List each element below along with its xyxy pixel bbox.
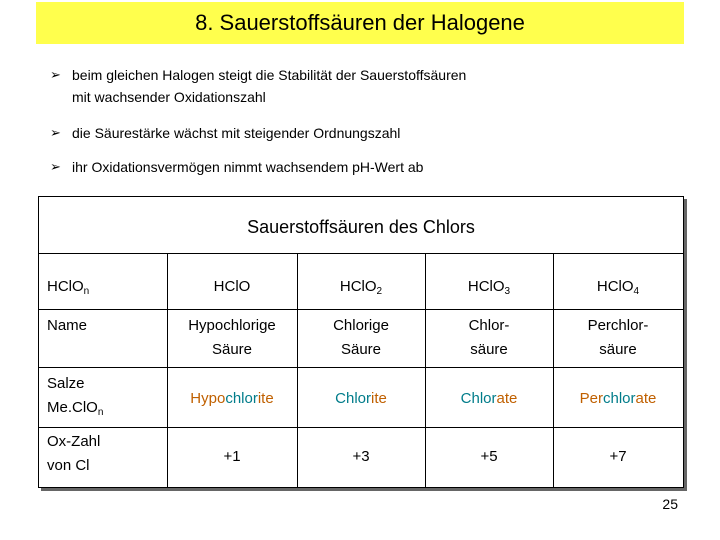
salt-cell: Hypochlorite [190, 390, 274, 407]
salt-cell: Chlorite [335, 390, 387, 407]
ox-cell: +7 [609, 448, 627, 465]
slide-title-bar [36, 2, 684, 44]
arrow-bullet-icon: ➢ [50, 67, 61, 82]
header-cell: HClO$_4$ [596, 278, 640, 297]
slide-title: 8. Sauerstoffsäuren der Halogene [195, 10, 525, 35]
salt-cell: Perchlorate [579, 390, 657, 407]
table-title: Sauerstoffsäuren des Chlors [247, 217, 475, 237]
row-label-salts: Salze Me.ClO$_n$ [47, 375, 104, 418]
name-cell: Chlor- säure [468, 317, 510, 358]
acid-table [38, 196, 684, 488]
bullet-text-line: mit wachsender Oxidationszahl [72, 89, 266, 105]
header-cell: HClO [213, 278, 251, 295]
name-cell: Chlorige Säure [333, 317, 389, 358]
page-number: 25 [662, 496, 678, 512]
table-divider [39, 309, 683, 310]
name-cell: Hypochlorige Säure [188, 317, 276, 358]
bullet-text-line: die Säurestärke wächst mit steigender Ordnungszahl [72, 125, 401, 141]
salt-cell: Chlorate [460, 390, 518, 407]
bullet-item [50, 156, 690, 178]
name-cell: Perchlor- säure [587, 317, 649, 358]
bullet-item [50, 64, 690, 108]
arrow-bullet-icon: ➢ [50, 159, 61, 174]
row-label-name: Name [47, 317, 88, 334]
header-cell: HClO$_2$ [339, 278, 383, 297]
bullet-list [50, 64, 690, 178]
row-label-oxidation: Ox-Zahl von Cl [47, 433, 101, 474]
table-divider [39, 367, 683, 368]
bullet-text-line: beim gleichen Halogen steigt die Stabilität der Sauerstoffsäuren [72, 67, 467, 83]
header-cell: HClO$_3$ [467, 278, 511, 297]
ox-cell: +5 [480, 448, 498, 465]
ox-cell: +3 [352, 448, 370, 465]
ox-cell: +1 [223, 448, 241, 465]
table-divider [39, 427, 683, 428]
bullet-item [50, 122, 690, 144]
table-divider [39, 253, 683, 254]
bullet-text-line: ihr Oxidationsvermögen nimmt wachsendem pH-Wert ab [72, 159, 424, 175]
row-label-formula: HClO$_n$ [47, 278, 90, 297]
arrow-bullet-icon: ➢ [50, 125, 61, 140]
